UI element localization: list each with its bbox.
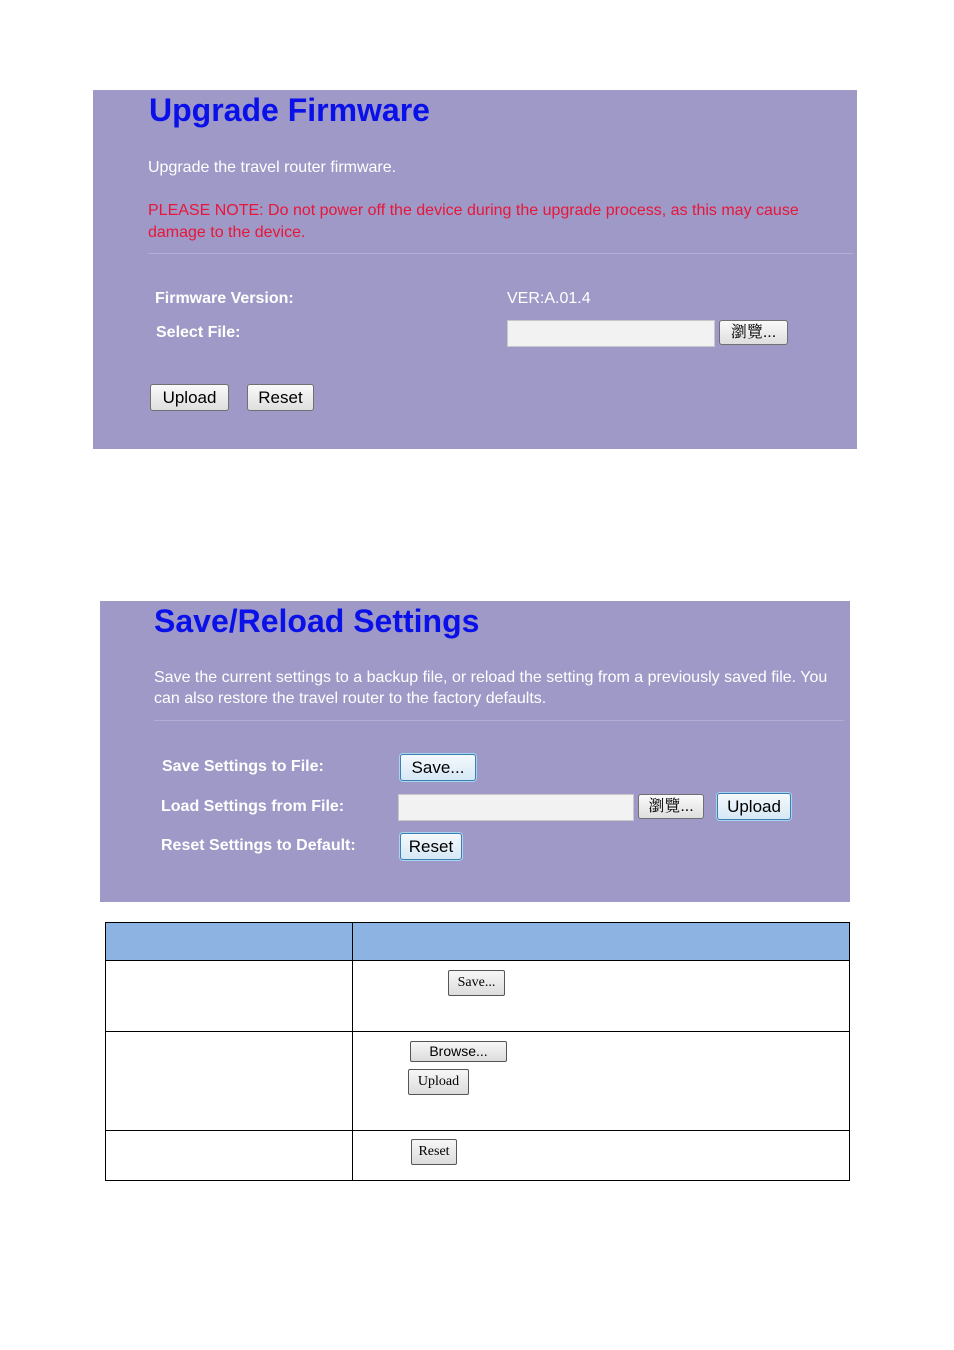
upgrade-firmware-panel [93, 90, 857, 449]
table-row [106, 1032, 850, 1131]
save-reload-description: Save the current settings to a backup file, or reload the setting from a previously saved file. You can also restore the travel router to the factory defaults. [154, 669, 828, 707]
settings-file-input[interactable] [398, 794, 634, 821]
table-row [106, 1131, 850, 1181]
table-cell [106, 1032, 353, 1131]
upload-button[interactable]: Upload [150, 384, 229, 411]
table-header-row [106, 923, 850, 961]
reset-button[interactable]: Reset [247, 384, 314, 411]
separator [154, 720, 844, 721]
firmware-version-value: VER:A.01.4 [507, 290, 591, 307]
table-cell [353, 1131, 850, 1181]
table-reset-button[interactable]: Reset [411, 1139, 457, 1165]
select-file-label: Select File: [156, 324, 241, 341]
table-save-button[interactable]: Save... [448, 970, 505, 996]
table-row [106, 961, 850, 1032]
table-browse-button[interactable]: Browse... [410, 1041, 507, 1062]
save-reload-settings-panel [100, 601, 850, 902]
firmware-browse-button[interactable]: 瀏覽... [719, 320, 788, 345]
separator [148, 253, 853, 254]
table-cell [106, 961, 353, 1032]
reset-default-button[interactable]: Reset [400, 833, 462, 860]
table-cell [106, 1131, 353, 1181]
load-settings-label: Load Settings from File: [161, 798, 345, 815]
save-settings-label: Save Settings to File: [162, 758, 324, 775]
table-upload-button[interactable]: Upload [408, 1069, 469, 1095]
settings-description-table [105, 922, 850, 1181]
settings-upload-button[interactable]: Upload [717, 793, 791, 820]
upgrade-firmware-title: Upgrade Firmware [149, 92, 430, 128]
firmware-file-input[interactable] [507, 320, 715, 347]
table-header-cell [353, 923, 850, 961]
table-header-cell [106, 923, 353, 961]
save-reload-title: Save/Reload Settings [154, 603, 480, 639]
table-cell [353, 961, 850, 1032]
upgrade-warning-note: PLEASE NOTE: Do not power off the device during the upgrade process, as this may cause damage to the device. [148, 202, 799, 241]
reset-settings-label: Reset Settings to Default: [161, 837, 356, 854]
save-settings-button[interactable]: Save... [400, 754, 476, 781]
firmware-version-label: Firmware Version: [155, 290, 294, 307]
table-cell [353, 1032, 850, 1131]
upgrade-firmware-description: Upgrade the travel router firmware. [148, 159, 397, 176]
settings-browse-button[interactable]: 瀏覽... [638, 794, 704, 819]
